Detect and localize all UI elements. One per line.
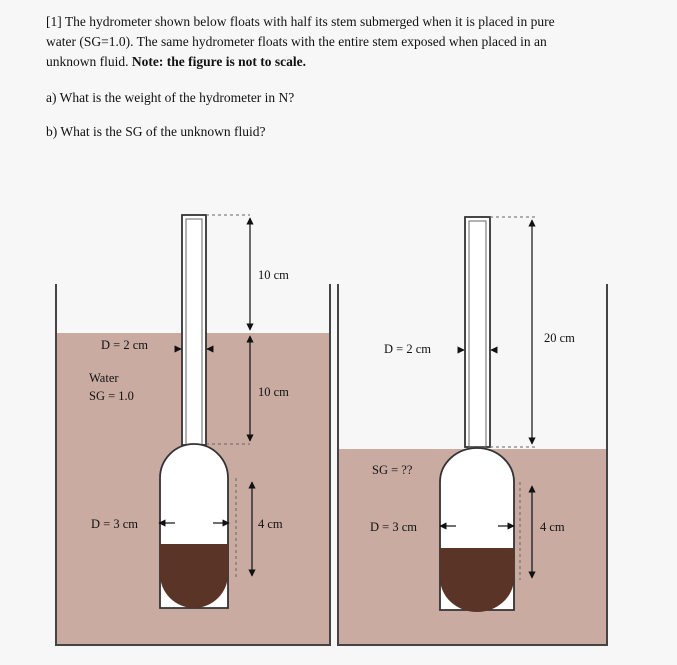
- scale-note: Note: the figure is not to scale.: [131, 54, 306, 69]
- problem-line-2: water (SG=1.0). The same hydrometer floats with the entire stem exposed when placed in an: [46, 34, 547, 49]
- problem-text-1: The hydrometer shown below floats with half its stem submerged when it is placed in pure: [64, 14, 555, 29]
- question-a: a) What is the weight of the hydrometer in N?: [46, 90, 295, 105]
- left-tank: [56, 215, 330, 645]
- right-hydrometer: [440, 217, 514, 612]
- left-bulb-diameter-label: D = 3 cm: [91, 517, 138, 531]
- right-stem-diameter-label: D = 2 cm: [384, 342, 431, 356]
- right-bulb-diameter-label: D = 3 cm: [370, 520, 417, 534]
- right-stem-length-label: 20 cm: [544, 331, 575, 345]
- right-bulb-height-label: 4 cm: [540, 520, 565, 534]
- question-b: b) What is the SG of the unknown fluid?: [46, 124, 266, 139]
- right-fluid-sg: SG = ??: [372, 463, 413, 477]
- left-stem-diameter-label: D = 2 cm: [101, 338, 148, 352]
- right-tank: [338, 217, 607, 645]
- left-bulb-height-label: 4 cm: [258, 517, 283, 531]
- problem-number: [1]: [46, 14, 62, 29]
- left-stem-submerged-label: 10 cm: [258, 385, 289, 399]
- problem-text-3: unknown fluid.: [46, 54, 129, 69]
- left-stem-exposed-label: 10 cm: [258, 268, 289, 282]
- left-fluid-sg: SG = 1.0: [89, 389, 134, 403]
- left-fluid-name: Water: [89, 371, 119, 385]
